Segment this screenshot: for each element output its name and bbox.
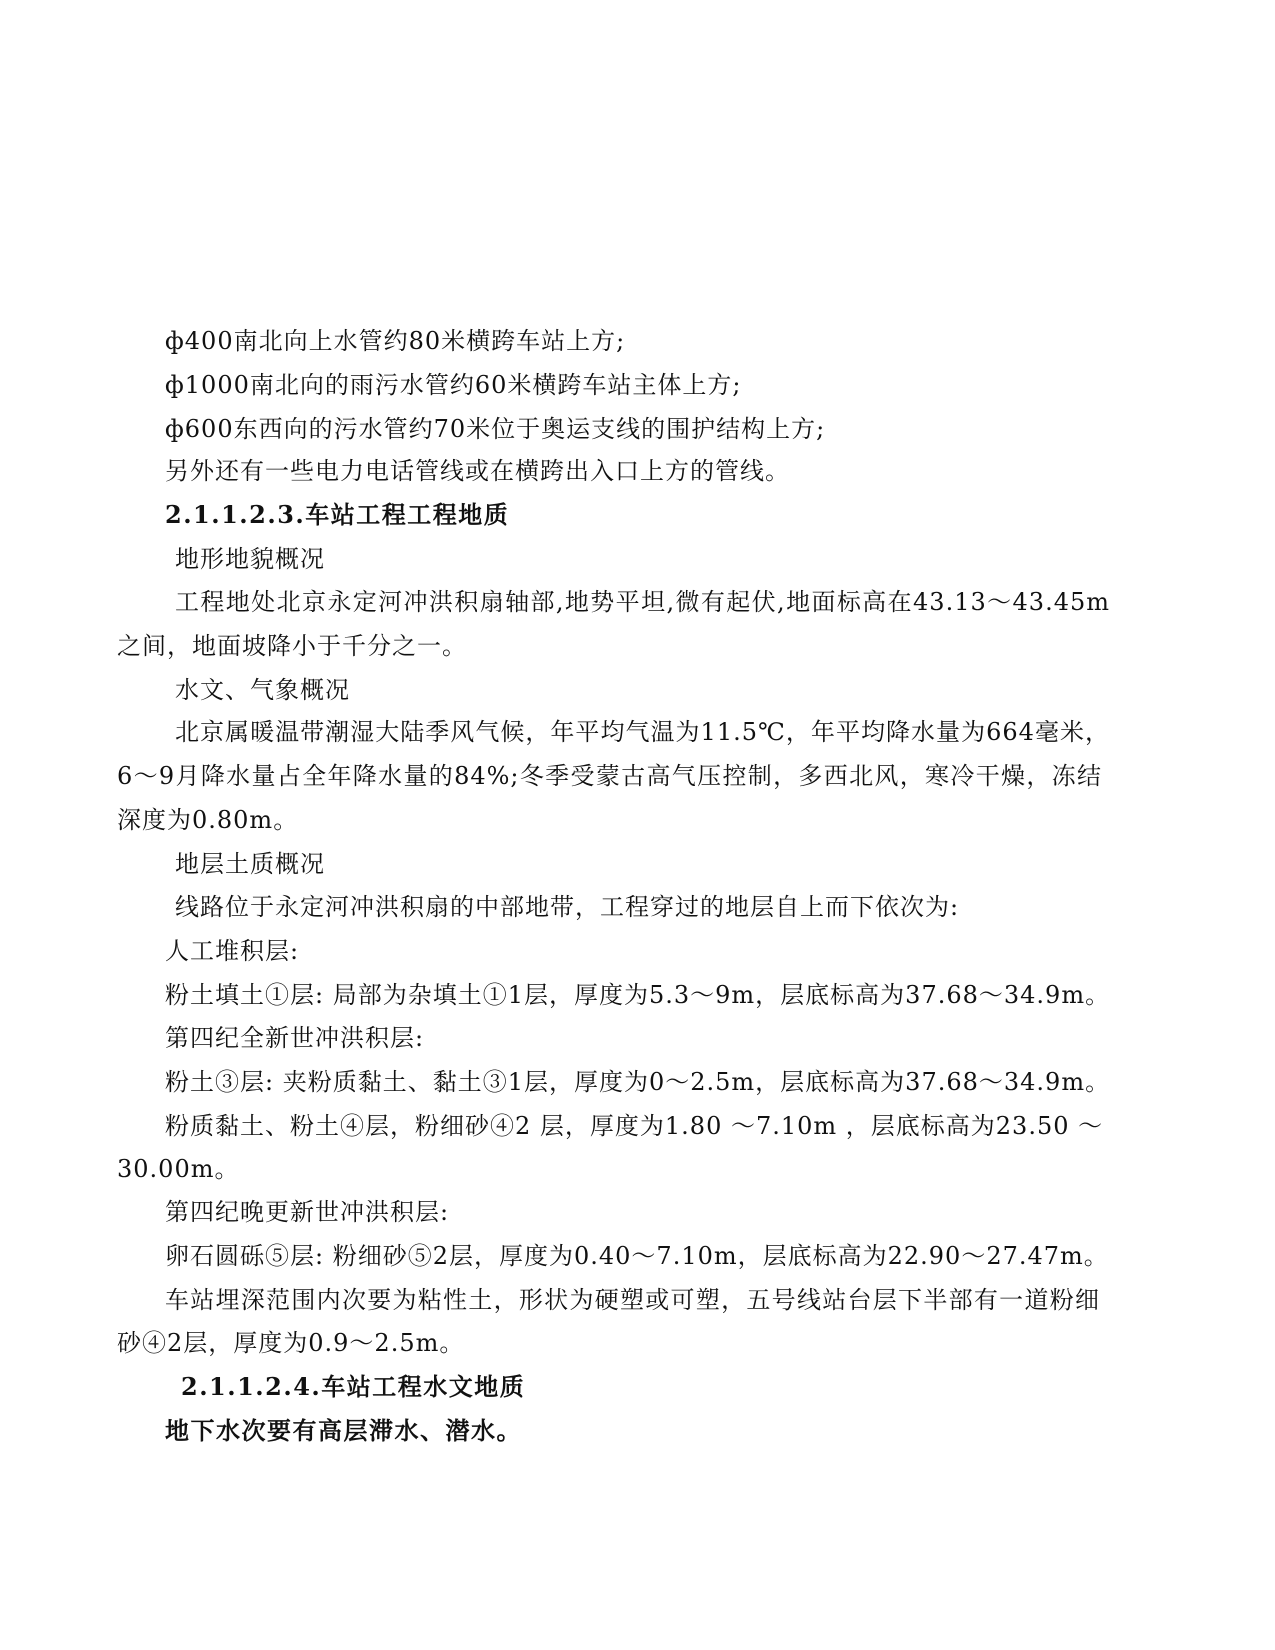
stratum-layer-1: 粉土填土①层: 局部为杂填土①1层，厚度为5.3～9m，层底标高为37.68～34.9m。 — [165, 981, 1111, 1009]
stratum-layer-4-line-1: 粉质黏土、粉土④层，粉细砂④2 层，厚度为1.80 ～7.10m ，层底标高为23.50 ～ — [165, 1112, 1104, 1140]
stratum-late-pleistocene: 第四纪晚更新世冲洪积层: — [165, 1198, 450, 1226]
stratum-layer-5: 卵石圆砾⑤层: 粉细砂⑤2层，厚度为0.40～7.10m，层底标高为22.90～27.47m。 — [165, 1242, 1109, 1270]
paragraph-groundwater: 地下水次要有高层滞水、潜水。 — [165, 1416, 522, 1445]
paragraph-climate-line-2: 6～9月降水量占全年降水量的84%;冬季受蒙古高气压控制，多西北风，寒冷干燥，冻结 — [117, 762, 1102, 790]
pipe-line-2: ф1000南北向的雨污水管约60米横跨车站主体上方; — [165, 371, 742, 399]
pipe-line-3: ф600东西向的污水管约70米位于奥运支线的围护结构上方; — [165, 415, 826, 443]
stratum-holocene: 第四纪全新世冲洪积层: — [165, 1024, 425, 1052]
subheading-terrain: 地形地貌概况 — [175, 545, 325, 573]
subheading-strata: 地层土质概况 — [175, 850, 325, 878]
pipe-line-1: ф400南北向上水管约80米横跨车站上方; — [165, 327, 626, 355]
section-heading-engineering-geology: 2.1.1.2.3.车站工程工程地质 — [165, 500, 510, 529]
paragraph-terrain-line-2: 之间，地面坡降小于千分之一。 — [117, 632, 467, 660]
stratum-layer-4-line-2: 30.00m。 — [117, 1155, 240, 1183]
paragraph-station-depth-line-2: 砂④2层，厚度为0.9～2.5m。 — [117, 1329, 465, 1357]
paragraph-station-depth-line-1: 车站埋深范围内次要为粘性土，形状为硬塑或可塑，五号线站台层下半部有一道粉细 — [165, 1286, 1100, 1314]
subheading-hydrology-climate: 水文、气象概况 — [175, 676, 350, 704]
section-heading-hydrogeology: 2.1.1.2.4.车站工程水文地质 — [181, 1372, 526, 1401]
stratum-artificial-fill: 人工堆积层: — [165, 937, 300, 965]
paragraph-strata-intro: 线路位于永定河冲洪积扇的中部地带，工程穿过的地层自上而下依次为: — [175, 893, 960, 921]
paragraph-climate-line-3: 深度为0.80m。 — [117, 806, 299, 834]
paragraph-climate-line-1: 北京属暖温带潮湿大陆季风气候，年平均气温为11.5℃，年平均降水量为664毫米， — [175, 718, 1110, 746]
stratum-layer-3: 粉土③层: 夹粉质黏土、黏土③1层，厚度为0～2.5m，层底标高为37.68～34.9m。 — [165, 1068, 1111, 1096]
paragraph-terrain-line-1: 工程地处北京永定河冲洪积扇轴部,地势平坦,微有起伏,地面标高在43.13～43.45m — [175, 588, 1110, 616]
pipe-line-4: 另外还有一些电力电话管线或在横跨出入口上方的管线。 — [165, 457, 790, 485]
